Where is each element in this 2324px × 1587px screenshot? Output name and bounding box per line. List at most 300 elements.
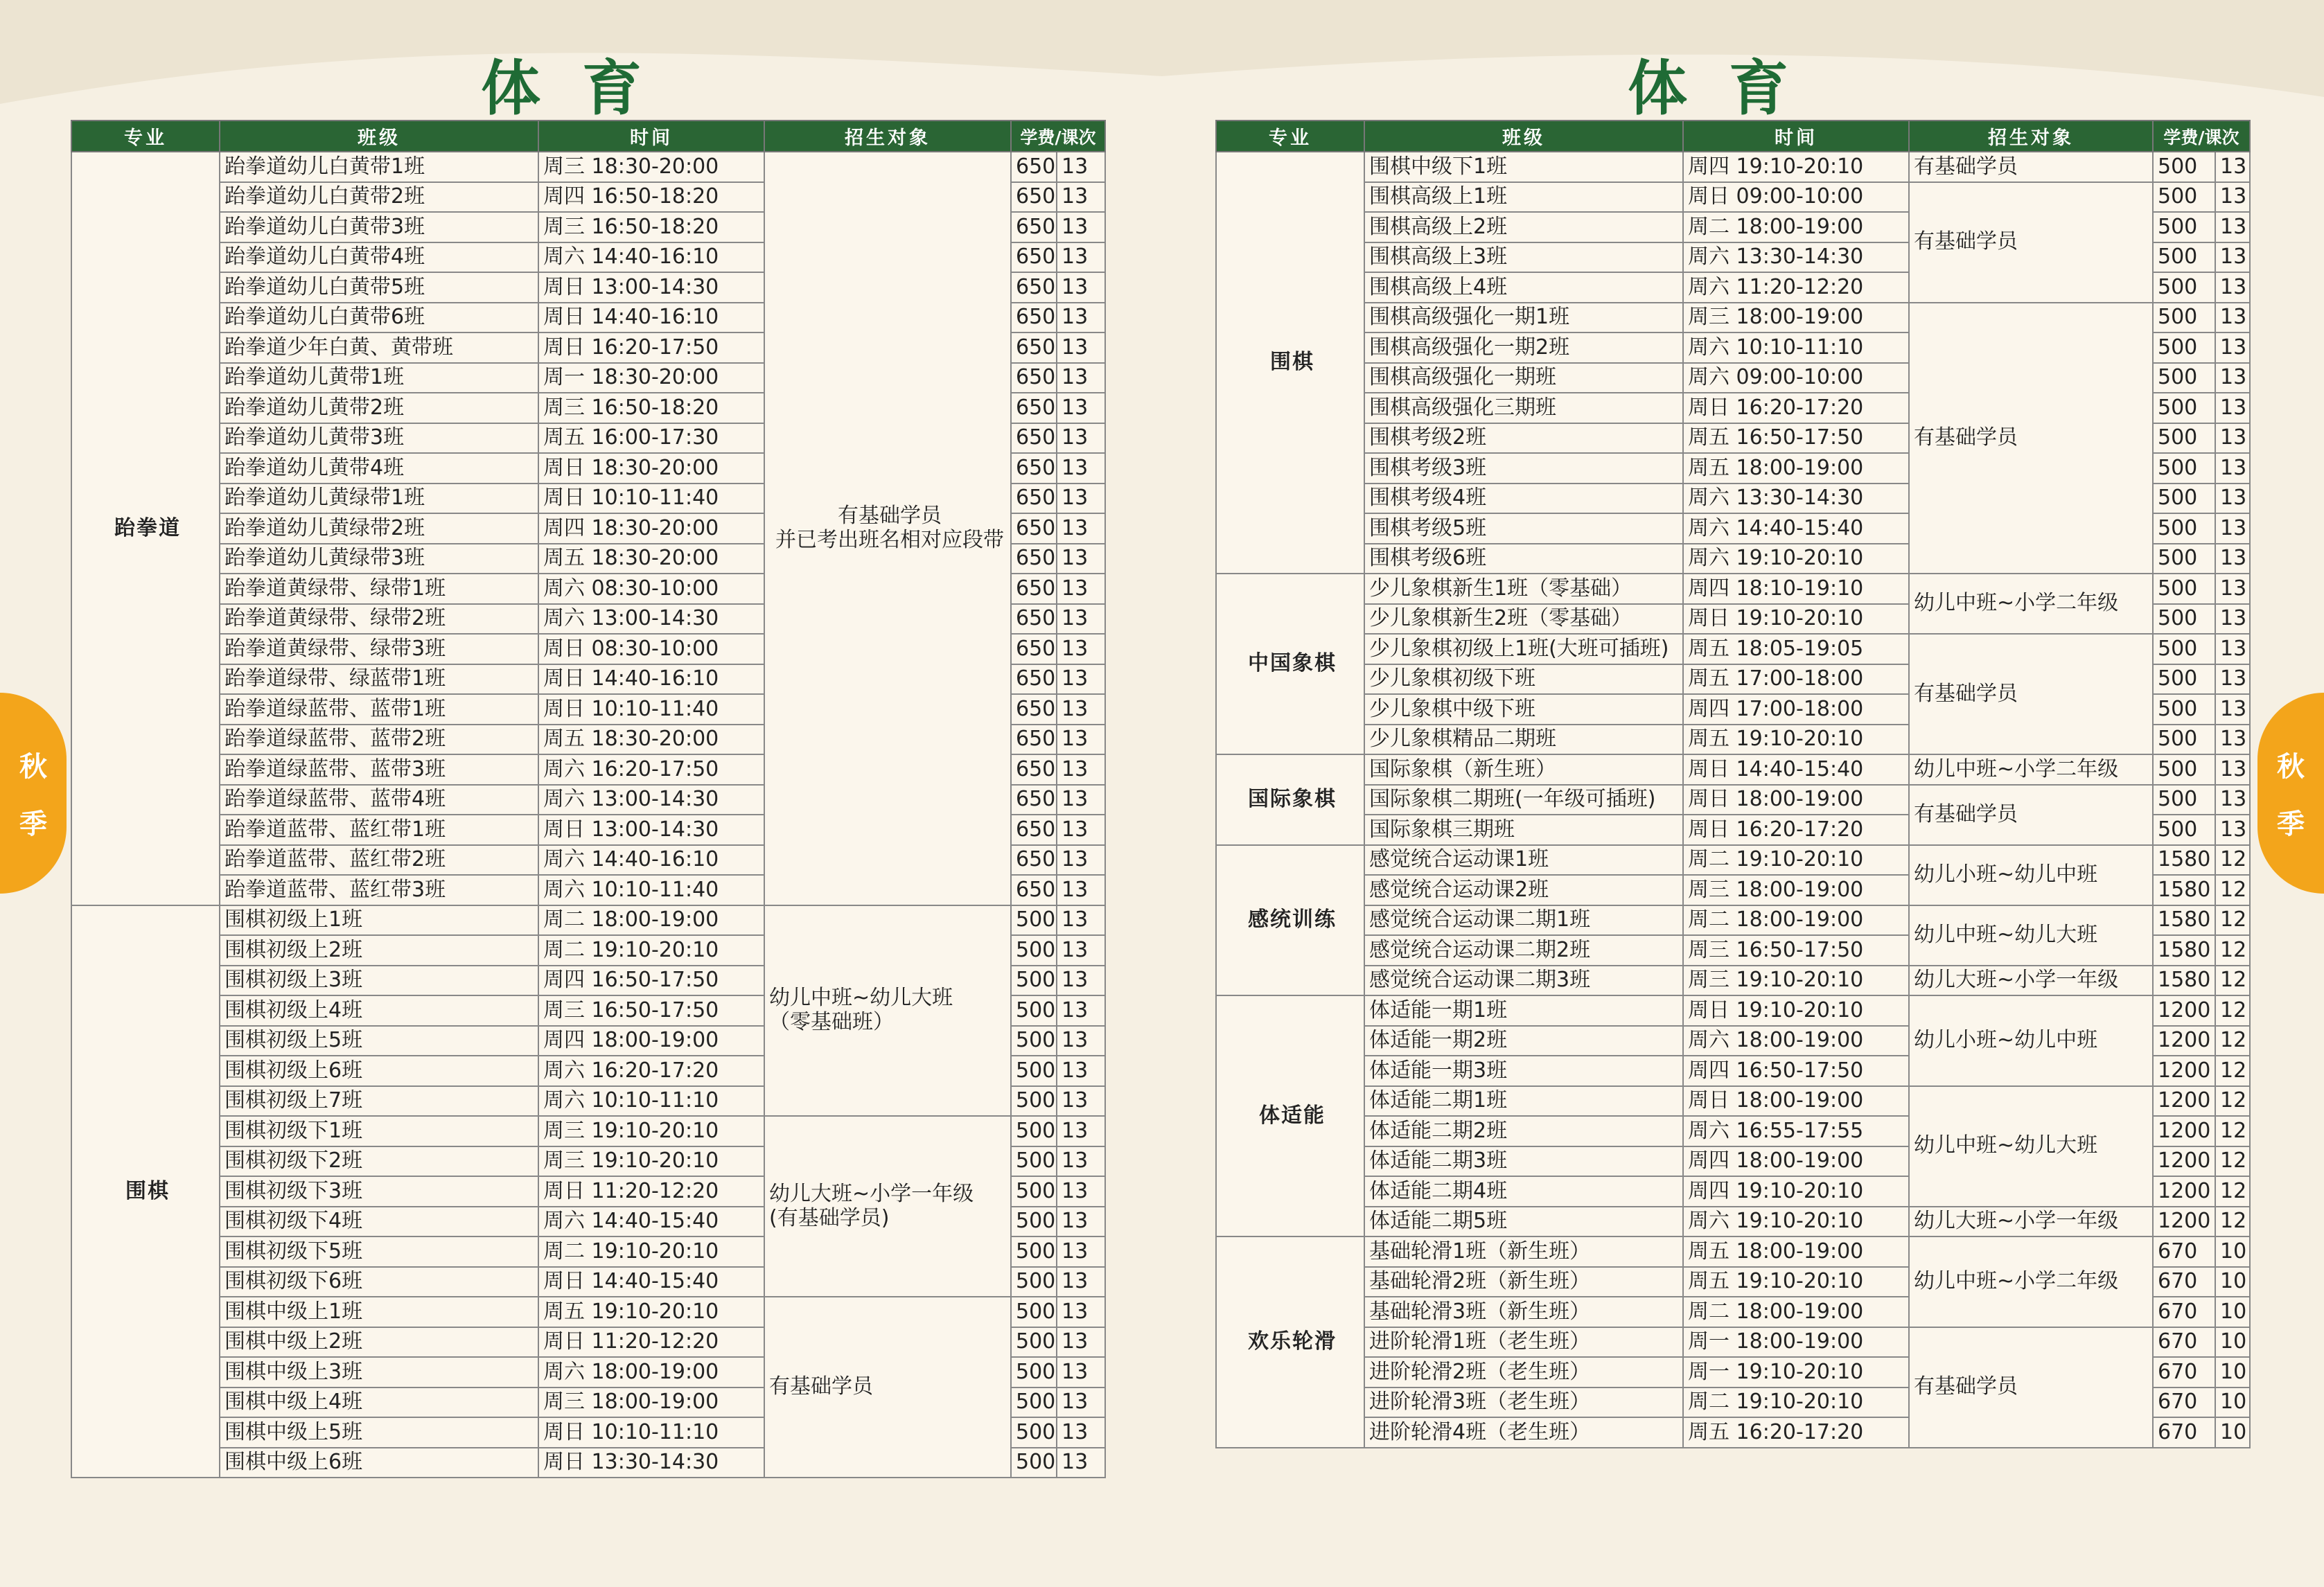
season-char-2: 季 xyxy=(19,808,47,840)
table-body xyxy=(71,152,1105,1478)
fee-cell: 500 xyxy=(1011,935,1057,966)
lessons-cell: 10 xyxy=(2215,1357,2250,1387)
target-cell xyxy=(1909,845,2153,905)
table-row xyxy=(1216,303,2250,333)
fee-cell: 500 xyxy=(2153,544,2215,574)
class-name-cell: 围棋高级强化一期班 xyxy=(1364,363,1683,393)
target-line: 幼儿中班~小学二年级 xyxy=(1914,756,2119,781)
fee-cell: 500 xyxy=(2153,634,2215,664)
class-name-cell: 围棋考级5班 xyxy=(1364,513,1683,544)
lessons-cell: 13 xyxy=(1057,1146,1105,1177)
target-cell xyxy=(1909,182,2153,303)
table-row xyxy=(1216,754,2250,785)
lessons-cell: 12 xyxy=(2215,1116,2250,1146)
fee-cell: 650 xyxy=(1011,634,1057,664)
lessons-cell: 13 xyxy=(2215,754,2250,785)
time-cell: 周二 18:00-19:00 xyxy=(538,905,764,936)
class-name-cell: 围棋中级上1班 xyxy=(220,1297,538,1327)
class-name-cell: 少儿象棋新生1班（零基础） xyxy=(1364,574,1683,604)
time-cell: 周四 19:10-20:10 xyxy=(1683,1176,1909,1207)
lessons-cell: 13 xyxy=(1057,694,1105,725)
lessons-cell: 12 xyxy=(2215,995,2250,1026)
lessons-cell: 13 xyxy=(1057,1056,1105,1086)
class-name-cell: 围棋高级强化一期2班 xyxy=(1364,333,1683,363)
lessons-cell: 13 xyxy=(1057,1236,1105,1267)
time-cell: 周三 18:00-19:00 xyxy=(1683,875,1909,905)
lessons-cell: 10 xyxy=(2215,1297,2250,1327)
fee-cell: 500 xyxy=(2153,212,2215,242)
time-cell: 周一 19:10-20:10 xyxy=(1683,1357,1909,1387)
lessons-cell: 13 xyxy=(1057,453,1105,484)
time-cell: 周日 10:10-11:40 xyxy=(538,484,764,514)
target-line: 幼儿中班~小学二年级 xyxy=(1914,591,2119,616)
target-cell xyxy=(1909,574,2153,634)
time-cell: 周三 16:50-18:20 xyxy=(538,212,764,242)
fee-cell: 670 xyxy=(2153,1236,2215,1267)
time-cell: 周三 18:00-19:00 xyxy=(538,1387,764,1418)
target-line: 幼儿大班~小学一年级 xyxy=(769,1182,974,1206)
time-cell: 周六 13:00-14:30 xyxy=(538,604,764,635)
lessons-cell: 13 xyxy=(2215,484,2250,514)
time-cell: 周四 16:50-18:20 xyxy=(538,182,764,213)
season-char-1: 秋 xyxy=(19,751,47,783)
time-cell: 周日 13:30-14:30 xyxy=(538,1448,764,1478)
fee-cell: 500 xyxy=(2153,242,2215,273)
class-name-cell: 跆拳道幼儿黄带4班 xyxy=(220,453,538,484)
class-name-cell: 跆拳道绿蓝带、蓝带3班 xyxy=(220,754,538,785)
time-cell: 周五 16:50-17:50 xyxy=(1683,423,1909,454)
table-row xyxy=(1216,634,2250,664)
time-cell: 周二 19:10-20:10 xyxy=(538,1236,764,1267)
fee-cell: 650 xyxy=(1011,423,1057,454)
class-name-cell: 感觉统合运动课1班 xyxy=(1364,845,1683,876)
time-cell: 周五 19:10-20:10 xyxy=(1683,1267,1909,1297)
fee-cell: 1200 xyxy=(2153,1146,2215,1177)
fee-cell: 500 xyxy=(2153,513,2215,544)
class-name-cell: 跆拳道黄绿带、绿带2班 xyxy=(220,604,538,635)
time-cell: 周一 18:30-20:00 xyxy=(538,363,764,393)
table-row xyxy=(1216,995,2250,1026)
lessons-cell: 13 xyxy=(1057,1176,1105,1207)
fee-cell: 500 xyxy=(2153,152,2215,182)
lessons-cell: 13 xyxy=(1057,1357,1105,1387)
class-name-cell: 进阶轮滑4班（老生班） xyxy=(1364,1417,1683,1448)
target-line: （零基础班） xyxy=(769,1009,894,1034)
fee-cell: 1580 xyxy=(2153,875,2215,905)
fee-cell: 500 xyxy=(2153,694,2215,725)
lessons-cell: 13 xyxy=(1057,1327,1105,1358)
fee-cell: 650 xyxy=(1011,664,1057,695)
class-name-cell: 围棋初级下4班 xyxy=(220,1207,538,1237)
lessons-cell: 13 xyxy=(2215,182,2250,213)
class-name-cell: 围棋中级上4班 xyxy=(220,1387,538,1418)
fee-cell: 650 xyxy=(1011,694,1057,725)
class-name-cell: 跆拳道蓝带、蓝红带3班 xyxy=(220,875,538,905)
target-cell xyxy=(764,1297,1011,1478)
major-cell: 跆拳道 xyxy=(71,152,220,905)
class-name-cell: 国际象棋（新生班） xyxy=(1364,754,1683,785)
fee-cell: 500 xyxy=(1011,966,1057,996)
class-name-cell: 围棋高级上4班 xyxy=(1364,272,1683,303)
class-name-cell: 围棋高级上1班 xyxy=(1364,182,1683,213)
time-cell: 周六 10:10-11:40 xyxy=(538,875,764,905)
target-line: 幼儿中班~小学二年级 xyxy=(1914,1269,2119,1293)
fee-cell: 650 xyxy=(1011,754,1057,785)
class-name-cell: 体适能二期1班 xyxy=(1364,1086,1683,1117)
lessons-cell: 13 xyxy=(2215,453,2250,484)
fee-cell: 500 xyxy=(1011,1207,1057,1237)
target-cell xyxy=(1909,995,2153,1086)
lessons-cell: 13 xyxy=(2215,212,2250,242)
lessons-cell: 13 xyxy=(2215,604,2250,635)
table-row xyxy=(71,1297,1105,1327)
fee-cell: 500 xyxy=(1011,1116,1057,1146)
target-cell xyxy=(1909,785,2153,845)
class-name-cell: 跆拳道绿蓝带、蓝带2班 xyxy=(220,725,538,755)
class-name-cell: 少儿象棋初级下班 xyxy=(1364,664,1683,695)
time-cell: 周五 19:10-20:10 xyxy=(538,1297,764,1327)
class-name-cell: 围棋高级上3班 xyxy=(1364,242,1683,273)
lessons-cell: 10 xyxy=(2215,1327,2250,1358)
fee-cell: 500 xyxy=(2153,423,2215,454)
time-cell: 周日 13:00-14:30 xyxy=(538,272,764,303)
target-line: 幼儿中班~幼儿大班 xyxy=(1914,1133,2098,1158)
class-name-cell: 围棋初级上5班 xyxy=(220,1026,538,1056)
class-name-cell: 围棋考级6班 xyxy=(1364,544,1683,574)
fee-cell: 500 xyxy=(2153,182,2215,213)
class-name-cell: 基础轮滑1班（新生班） xyxy=(1364,1236,1683,1267)
time-cell: 周四 18:10-19:10 xyxy=(1683,574,1909,604)
time-cell: 周日 14:40-15:40 xyxy=(1683,754,1909,785)
target-cell xyxy=(1909,303,2153,574)
lessons-cell: 12 xyxy=(2215,1146,2250,1177)
time-cell: 周六 13:30-14:30 xyxy=(1683,484,1909,514)
time-cell: 周三 19:10-20:10 xyxy=(538,1146,764,1177)
fee-cell: 1580 xyxy=(2153,845,2215,876)
time-cell: 周六 13:00-14:30 xyxy=(538,785,764,815)
lessons-cell: 10 xyxy=(2215,1387,2250,1418)
time-cell: 周五 18:30-20:00 xyxy=(538,725,764,755)
fee-cell: 650 xyxy=(1011,875,1057,905)
fee-cell: 650 xyxy=(1011,845,1057,876)
header-class: 班级 xyxy=(1364,121,1683,152)
class-name-cell: 围棋初级上4班 xyxy=(220,995,538,1026)
target-line: 有基础学员 xyxy=(769,1374,873,1399)
time-cell: 周二 18:00-19:00 xyxy=(1683,212,1909,242)
class-name-cell: 跆拳道幼儿白黄带1班 xyxy=(220,152,538,182)
fee-cell: 650 xyxy=(1011,393,1057,423)
time-cell: 周三 16:50-17:50 xyxy=(1683,935,1909,966)
header-major: 专业 xyxy=(71,121,220,152)
table-row xyxy=(1216,1207,2250,1237)
time-cell: 周六 14:40-16:10 xyxy=(538,242,764,273)
fee-cell: 500 xyxy=(1011,1056,1057,1086)
class-name-cell: 跆拳道幼儿黄带1班 xyxy=(220,363,538,393)
class-name-cell: 围棋考级3班 xyxy=(1364,453,1683,484)
lessons-cell: 13 xyxy=(2215,694,2250,725)
time-cell: 周五 18:05-19:05 xyxy=(1683,634,1909,664)
target-line: 有基础学员 xyxy=(1914,1374,2018,1399)
target-cell xyxy=(1909,966,2153,996)
table-row xyxy=(1216,845,2250,876)
fee-cell: 500 xyxy=(1011,1026,1057,1056)
fee-cell: 650 xyxy=(1011,544,1057,574)
lessons-cell: 13 xyxy=(1057,1026,1105,1056)
class-name-cell: 跆拳道幼儿白黄带3班 xyxy=(220,212,538,242)
table-row xyxy=(1216,1086,2250,1117)
fee-cell: 670 xyxy=(2153,1327,2215,1358)
time-cell: 周六 19:10-20:10 xyxy=(1683,544,1909,574)
major-cell: 围棋 xyxy=(1216,152,1364,574)
header-target: 招生对象 xyxy=(764,121,1011,152)
time-cell: 周六 09:00-10:00 xyxy=(1683,363,1909,393)
fee-cell: 500 xyxy=(2153,303,2215,333)
lessons-cell: 12 xyxy=(2215,1176,2250,1207)
lessons-cell: 13 xyxy=(1057,725,1105,755)
class-name-cell: 跆拳道黄绿带、绿带1班 xyxy=(220,574,538,604)
class-name-cell: 围棋初级上2班 xyxy=(220,935,538,966)
table-body xyxy=(1216,152,2250,1448)
class-name-cell: 围棋高级强化三期班 xyxy=(1364,393,1683,423)
fee-cell: 670 xyxy=(2153,1357,2215,1387)
time-cell: 周四 16:50-17:50 xyxy=(1683,1056,1909,1086)
lessons-cell: 13 xyxy=(1057,785,1105,815)
class-name-cell: 跆拳道蓝带、蓝红带2班 xyxy=(220,845,538,876)
time-cell: 周五 18:00-19:00 xyxy=(1683,1236,1909,1267)
fee-cell: 500 xyxy=(1011,1327,1057,1358)
fee-cell: 500 xyxy=(2153,333,2215,363)
class-name-cell: 跆拳道绿蓝带、蓝带1班 xyxy=(220,694,538,725)
time-cell: 周日 16:20-17:20 xyxy=(1683,393,1909,423)
lessons-cell: 13 xyxy=(2215,272,2250,303)
fee-cell: 650 xyxy=(1011,152,1057,182)
lessons-cell: 13 xyxy=(1057,815,1105,845)
lessons-cell: 13 xyxy=(2215,544,2250,574)
time-cell: 周日 13:00-14:30 xyxy=(538,815,764,845)
fee-cell: 500 xyxy=(2153,725,2215,755)
target-line: (有基础学员) xyxy=(769,1205,890,1230)
target-line: 有基础学员 xyxy=(1914,229,2018,254)
lessons-cell: 13 xyxy=(2215,303,2250,333)
fee-cell: 500 xyxy=(1011,1236,1057,1267)
class-name-cell: 跆拳道幼儿白黄带4班 xyxy=(220,242,538,273)
table-row xyxy=(1216,785,2250,815)
time-cell: 周日 10:10-11:10 xyxy=(538,1417,764,1448)
lessons-cell: 13 xyxy=(1057,754,1105,785)
target-cell xyxy=(764,905,1011,1117)
lessons-cell: 12 xyxy=(2215,845,2250,876)
fee-cell: 500 xyxy=(2153,272,2215,303)
fee-cell: 1200 xyxy=(2153,995,2215,1026)
fee-cell: 650 xyxy=(1011,363,1057,393)
class-name-cell: 跆拳道幼儿白黄带5班 xyxy=(220,272,538,303)
time-cell: 周日 11:20-12:20 xyxy=(538,1327,764,1358)
major-cell: 中国象棋 xyxy=(1216,574,1364,754)
target-cell xyxy=(1909,152,2153,182)
time-cell: 周日 19:10-20:10 xyxy=(1683,604,1909,635)
time-cell: 周二 18:00-19:00 xyxy=(1683,905,1909,936)
target-line: 有基础学员 xyxy=(1914,154,2018,179)
fee-cell: 1200 xyxy=(2153,1176,2215,1207)
fee-cell: 650 xyxy=(1011,815,1057,845)
lessons-cell: 13 xyxy=(2215,785,2250,815)
class-name-cell: 围棋高级强化一期1班 xyxy=(1364,303,1683,333)
class-name-cell: 体适能二期3班 xyxy=(1364,1146,1683,1177)
class-name-cell: 跆拳道黄绿带、绿带3班 xyxy=(220,634,538,664)
lessons-cell: 12 xyxy=(2215,935,2250,966)
class-name-cell: 围棋初级下2班 xyxy=(220,1146,538,1177)
lessons-cell: 13 xyxy=(1057,272,1105,303)
lessons-cell: 13 xyxy=(1057,363,1105,393)
time-cell: 周四 18:00-19:00 xyxy=(538,1026,764,1056)
lessons-cell: 13 xyxy=(1057,303,1105,333)
fee-cell: 500 xyxy=(2153,453,2215,484)
target-line: 幼儿中班~幼儿大班 xyxy=(1914,922,2098,947)
fee-cell: 650 xyxy=(1011,453,1057,484)
target-line: 幼儿大班~小学一年级 xyxy=(1914,1209,2119,1233)
class-name-cell: 体适能二期2班 xyxy=(1364,1116,1683,1146)
time-cell: 周日 14:40-15:40 xyxy=(538,1267,764,1297)
lessons-cell: 13 xyxy=(1057,484,1105,514)
time-cell: 周日 09:00-10:00 xyxy=(1683,182,1909,213)
fee-cell: 500 xyxy=(1011,1297,1057,1327)
fee-cell: 650 xyxy=(1011,333,1057,363)
lessons-cell: 13 xyxy=(2215,815,2250,845)
fee-cell: 500 xyxy=(1011,1448,1057,1478)
lessons-cell: 13 xyxy=(1057,574,1105,604)
class-name-cell: 围棋中级上2班 xyxy=(220,1327,538,1358)
class-name-cell: 跆拳道蓝带、蓝红带1班 xyxy=(220,815,538,845)
class-name-cell: 国际象棋三期班 xyxy=(1364,815,1683,845)
time-cell: 周日 14:40-16:10 xyxy=(538,664,764,695)
fee-cell: 500 xyxy=(2153,484,2215,514)
class-name-cell: 感觉统合运动课2班 xyxy=(1364,875,1683,905)
fee-cell: 500 xyxy=(1011,995,1057,1026)
target-line: 幼儿中班~幼儿大班 xyxy=(769,986,953,1011)
time-cell: 周四 18:30-20:00 xyxy=(538,513,764,544)
schedule-table-left xyxy=(71,120,1106,1478)
lessons-cell: 13 xyxy=(1057,242,1105,273)
lessons-cell: 12 xyxy=(2215,1056,2250,1086)
time-cell: 周五 16:00-17:30 xyxy=(538,423,764,454)
time-cell: 周二 19:10-20:10 xyxy=(538,935,764,966)
time-cell: 周六 13:30-14:30 xyxy=(1683,242,1909,273)
class-name-cell: 少儿象棋中级下班 xyxy=(1364,694,1683,725)
lessons-cell: 13 xyxy=(1057,905,1105,936)
time-cell: 周五 17:00-18:00 xyxy=(1683,664,1909,695)
lessons-cell: 13 xyxy=(2215,513,2250,544)
fee-cell: 1200 xyxy=(2153,1056,2215,1086)
lessons-cell: 13 xyxy=(2215,574,2250,604)
time-cell: 周日 16:20-17:20 xyxy=(1683,815,1909,845)
target-line: 幼儿大班~小学一年级 xyxy=(1914,968,2119,992)
fee-cell: 650 xyxy=(1011,725,1057,755)
target-line: 并已考出班名相对应段带 xyxy=(775,527,1004,552)
time-cell: 周三 16:50-18:20 xyxy=(538,393,764,423)
time-cell: 周六 14:40-16:10 xyxy=(538,845,764,876)
class-name-cell: 围棋初级下3班 xyxy=(220,1176,538,1207)
fee-cell: 670 xyxy=(2153,1297,2215,1327)
major-cell: 体适能 xyxy=(1216,995,1364,1236)
lessons-cell: 13 xyxy=(1057,875,1105,905)
lessons-cell: 13 xyxy=(1057,423,1105,454)
lessons-cell: 12 xyxy=(2215,1086,2250,1117)
table-row xyxy=(71,905,1105,936)
major-cell: 欢乐轮滑 xyxy=(1216,1236,1364,1448)
time-cell: 周六 19:10-20:10 xyxy=(1683,1207,1909,1237)
time-cell: 周三 18:00-19:00 xyxy=(1683,303,1909,333)
lessons-cell: 13 xyxy=(1057,513,1105,544)
class-name-cell: 跆拳道幼儿黄绿带1班 xyxy=(220,484,538,514)
target-line: 幼儿小班~幼儿中班 xyxy=(1914,862,2098,887)
time-cell: 周三 16:50-17:50 xyxy=(538,995,764,1026)
header-target: 招生对象 xyxy=(1909,121,2153,152)
fee-cell: 500 xyxy=(2153,754,2215,785)
class-name-cell: 基础轮滑2班（新生班） xyxy=(1364,1267,1683,1297)
header-time: 时间 xyxy=(1683,121,1909,152)
fee-cell: 500 xyxy=(2153,664,2215,695)
fee-cell: 500 xyxy=(2153,393,2215,423)
time-cell: 周六 10:10-11:10 xyxy=(1683,333,1909,363)
header-time: 时间 xyxy=(538,121,764,152)
class-name-cell: 围棋中级下1班 xyxy=(1364,152,1683,182)
fee-cell: 500 xyxy=(1011,1417,1057,1448)
time-cell: 周二 19:10-20:10 xyxy=(1683,1387,1909,1418)
target-line: 有基础学员 xyxy=(1914,801,2018,826)
lessons-cell: 13 xyxy=(1057,845,1105,876)
class-name-cell: 跆拳道幼儿黄绿带3班 xyxy=(220,544,538,574)
target-cell xyxy=(1909,1207,2153,1237)
fee-cell: 1200 xyxy=(2153,1026,2215,1056)
time-cell: 周日 16:20-17:50 xyxy=(538,333,764,363)
class-name-cell: 跆拳道幼儿黄带3班 xyxy=(220,423,538,454)
time-cell: 周二 18:00-19:00 xyxy=(1683,1297,1909,1327)
class-name-cell: 围棋高级上2班 xyxy=(1364,212,1683,242)
fee-cell: 500 xyxy=(2153,815,2215,845)
lessons-cell: 10 xyxy=(2215,1417,2250,1448)
target-cell xyxy=(764,152,1011,905)
class-name-cell: 进阶轮滑2班（老生班） xyxy=(1364,1357,1683,1387)
class-name-cell: 围棋初级下5班 xyxy=(220,1236,538,1267)
lessons-cell: 13 xyxy=(1057,1387,1105,1418)
lessons-cell: 13 xyxy=(2215,664,2250,695)
class-name-cell: 围棋中级上3班 xyxy=(220,1357,538,1387)
fee-cell: 1580 xyxy=(2153,935,2215,966)
page-title-left: 体育 xyxy=(481,53,683,123)
class-name-cell: 围棋初级上7班 xyxy=(220,1086,538,1117)
lessons-cell: 13 xyxy=(1057,152,1105,182)
lessons-cell: 13 xyxy=(1057,182,1105,213)
table-row xyxy=(1216,152,2250,182)
fee-cell: 500 xyxy=(1011,1357,1057,1387)
time-cell: 周一 18:00-19:00 xyxy=(1683,1327,1909,1358)
schedule-table-right xyxy=(1215,120,2251,1448)
fee-cell: 650 xyxy=(1011,272,1057,303)
class-name-cell: 跆拳道幼儿黄带2班 xyxy=(220,393,538,423)
lessons-cell: 13 xyxy=(1057,995,1105,1026)
page-title-right: 体育 xyxy=(1628,53,1830,123)
target-cell xyxy=(1909,1327,2153,1448)
class-name-cell: 围棋考级4班 xyxy=(1364,484,1683,514)
table-row xyxy=(1216,1327,2250,1358)
class-name-cell: 少儿象棋初级上1班(大班可插班) xyxy=(1364,634,1683,664)
header-class: 班级 xyxy=(220,121,538,152)
class-name-cell: 基础轮滑3班（新生班） xyxy=(1364,1297,1683,1327)
lessons-cell: 13 xyxy=(2215,725,2250,755)
fee-cell: 650 xyxy=(1011,574,1057,604)
class-name-cell: 体适能一期1班 xyxy=(1364,995,1683,1026)
time-cell: 周三 19:10-20:10 xyxy=(1683,966,1909,996)
